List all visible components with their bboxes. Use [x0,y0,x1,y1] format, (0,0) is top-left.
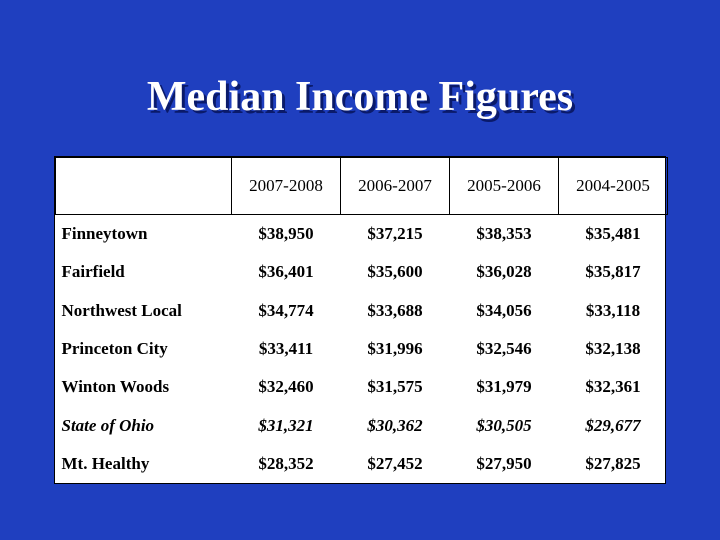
table-row [56,330,668,368]
table-header-row [56,158,668,215]
table-row [56,215,668,254]
column-header: 2006-2007 [341,158,450,215]
table-cell: $37,215 [367,224,423,244]
table-cell: $35,817 [585,262,641,282]
table-cell: $31,575 [367,377,423,397]
slide-title: Median Income Figures [146,74,574,120]
header-corner-cell [56,158,232,215]
table-cell: $32,546 [476,338,532,358]
table-cell: $28,352 [258,453,314,473]
income-table [55,157,668,483]
table-cell: $30,362 [367,415,423,435]
table-cell: $36,401 [258,262,314,282]
table-cell: $35,481 [585,224,641,244]
row-label: Mt. Healthy [61,453,150,473]
table-cell: $36,028 [476,262,532,282]
table-cell: $35,600 [367,262,423,282]
table-cell: $33,118 [585,300,641,320]
table-cell: $32,460 [258,377,314,397]
row-label: Fairfield [61,262,125,282]
table-cell: $34,774 [258,300,314,320]
row-label: State of Ohio [61,415,155,435]
table-cell: $33,411 [258,338,314,358]
table-cell: $33,688 [367,300,423,320]
row-label: Princeton City [61,338,168,358]
table-row [56,292,668,330]
column-header: 2004-2005 [559,158,668,215]
table-row [56,368,668,406]
table-cell: $38,950 [258,224,314,244]
table-cell: $29,677 [585,415,641,435]
column-header: 2005-2006 [450,158,559,215]
table-cell: $38,353 [476,224,532,244]
table-row-state-of-ohio [56,406,668,444]
table-cell: $27,825 [585,453,641,473]
column-header: 2007-2008 [232,158,341,215]
table-cell: $30,505 [476,415,532,435]
table-cell: $27,452 [367,453,423,473]
row-label: Winton Woods [61,377,170,397]
row-label: Northwest Local [61,300,182,320]
table-cell: $27,950 [476,453,532,473]
table-cell: $31,979 [476,377,532,397]
table-row [56,445,668,483]
table-cell: $34,056 [476,300,532,320]
table-cell: $32,138 [585,338,641,358]
table-cell: $31,996 [367,338,423,358]
income-table-container [54,156,666,484]
table-cell: $32,361 [585,377,641,397]
table-cell: $31,321 [258,415,314,435]
table-row [56,253,668,291]
row-label: Finneytown [61,224,148,244]
